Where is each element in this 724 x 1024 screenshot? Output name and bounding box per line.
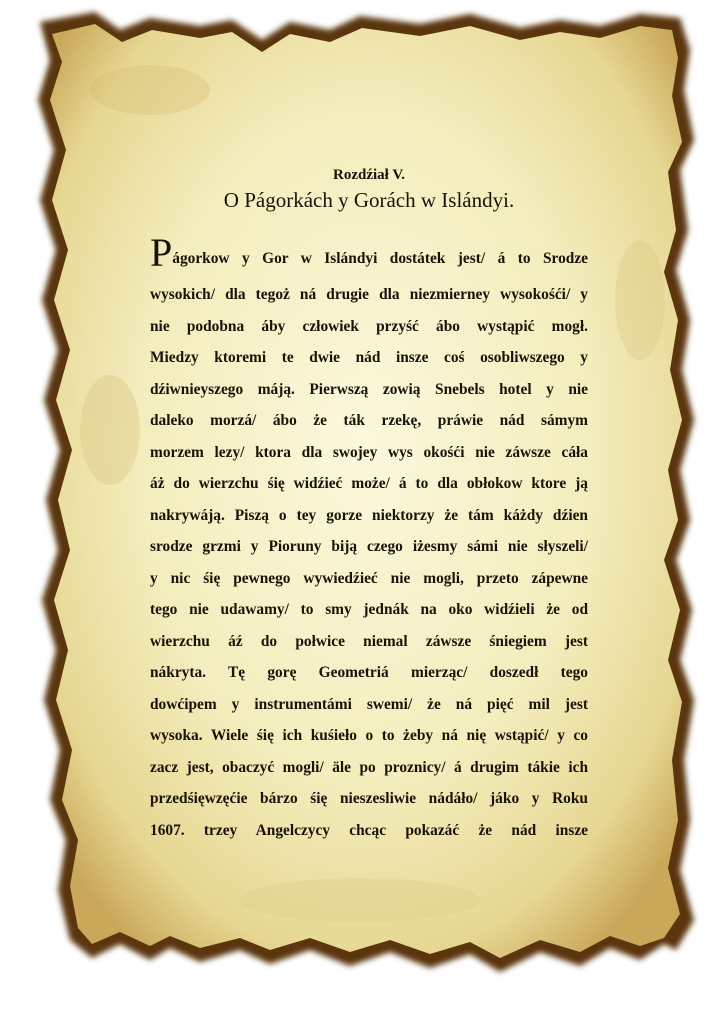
stain	[90, 65, 210, 115]
text-line: y nic śię pewnego wywiedźieć nie mogli, przeto zápewne	[150, 569, 588, 587]
text-line: srodze grzmi y Pioruny biją czego iżesmy sámi nie słyszeli/	[150, 538, 588, 555]
text-line: daleko morzá/ ábo że ták rzekę, práwie nád sámym	[150, 412, 588, 429]
text-line: áż do wierzchu śię widźieć może/ á to dla obłokow ktore ją	[150, 475, 588, 492]
text-line: nie podobna áby człowiek przyść ábo wystąpić mogł.	[150, 317, 588, 335]
text-line: morzem lezy/ ktora dla swojey wys okośći nie záwsze cáła	[150, 443, 588, 461]
text-line: wysokich/ dla tegoż ná drugie dla niezmierney wysokośći/ y	[150, 286, 588, 303]
first-line-text: ágorkow y Gor w Islándyi dostátek jest/ á to Srodze	[172, 250, 588, 267]
drop-initial: P	[150, 230, 173, 275]
document-text	[150, 165, 588, 846]
stain	[615, 240, 665, 360]
text-line: Miedzy ktoremi te dwie nád insze coś osobliwszego y	[150, 349, 588, 366]
text-line: zacz jest, obaczyć mogli/ äle po proznicy/ á drugim tákie ich	[150, 758, 588, 776]
text-line: nakrywáją. Piszą o tey gorze niektorzy że tám káżdy dźien	[150, 506, 588, 524]
text-line: 1607. trzey Angelczycy chcąc pokazáć że nád insze	[150, 821, 588, 839]
body-text	[150, 230, 588, 846]
chapter-title: O Págorkách y Gorách w Islándyi.	[223, 188, 515, 212]
text-line: tego nie udawamy/ to smy jednák na oko widźieli że od	[150, 601, 588, 618]
stain	[240, 878, 480, 922]
stain	[80, 375, 140, 485]
first-line	[150, 230, 588, 279]
text-line: dowćipem y instrumentámi swemi/ że ná pięć mil jest	[150, 695, 588, 713]
text-line: wysoka. Wiele śię ich kuśieło o to żeby ná nię wstąpić/ y co	[150, 727, 588, 744]
text-line: dźiwnieyszego máją. Pierwszą zowią Snebels hotel y nie	[150, 380, 588, 398]
chapter-label: Rozdźiał V.	[333, 167, 405, 183]
text-line: wierzchu áź do połwice niemal záwsze śniegiem jest	[150, 632, 588, 650]
text-line: przedśięwzęćie bárzo śię nieszesliwie nádáło/ jáko y Roku	[150, 790, 588, 807]
text-line: nákryta. Tę gorę Geometriá mierząc/ doszedł tego	[150, 664, 588, 681]
